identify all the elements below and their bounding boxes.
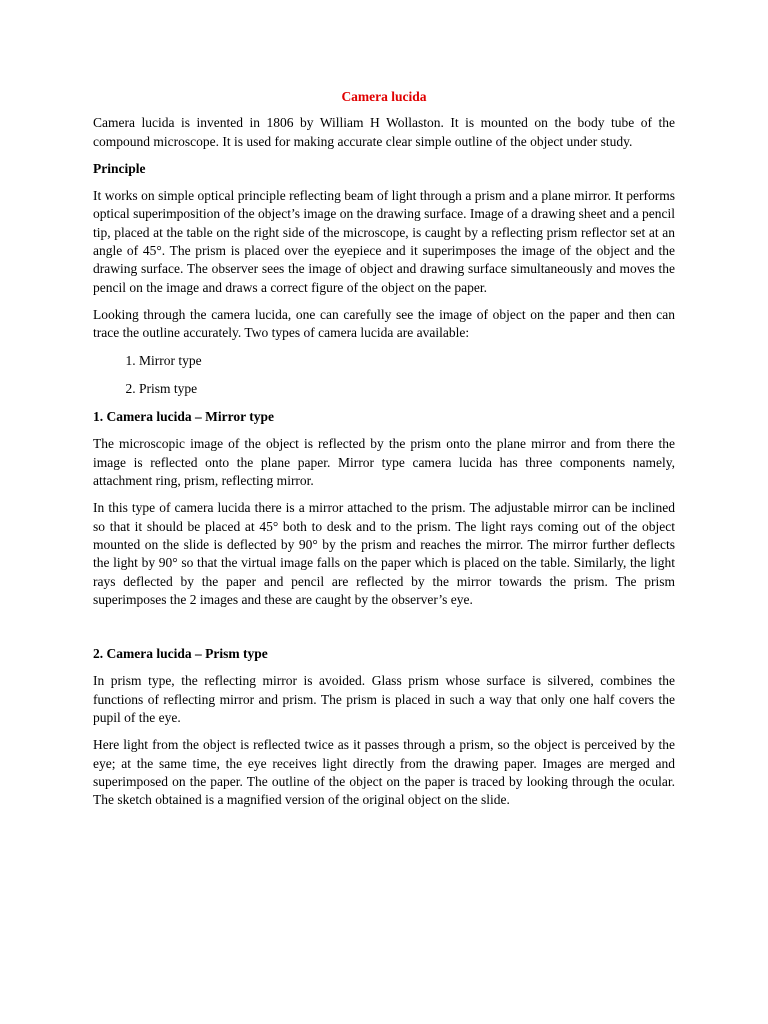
principle-paragraph-2: Looking through the camera lucida, one can carefully see the image of object on the paper and then can trace the outline accurately. Two types of camera lucida are available: <box>93 306 675 341</box>
prism-paragraph-2: Here light from the object is reflected twice as it passes through a prism, so the object is perceived by the eye; at the same time, the eye receives light directly from the drawing paper. Images are merged and superimposed on the paper. The outline of the object on the paper is traced by looking through the ocular. The sketch obtained is a magnified version of the original object on the slide. <box>93 737 675 808</box>
intro-paragraph: Camera lucida is invented in 1806 by William H Wollaston. It is mounted on the body tube of the compound microscope. It is used for making accurate clear simple outline of the object under study. <box>93 115 675 149</box>
types-list <box>93 352 675 399</box>
list-item-mirror-type: 1. Mirror type <box>139 352 675 370</box>
prism-paragraph-1: In prism type, the reflecting mirror is avoided. Glass prism whose surface is silvered, combines the functions of reflecting mirror and prism. The prism is placed in such a way that only one half covers the pupil of the eye. <box>93 673 675 726</box>
principle-paragraph-1: It works on simple optical principle reflecting beam of light through a prism and a plane mirror. It performs optical superimposition of the object’s image on the drawing surface. Image of a drawing sheet and a pencil tip, placed at the table on the right side of the microscope, is caught by a reflecting prism reflector set at an angle of 45°. The prism is placed over the eyepiece and it superimposes the image of the object and the drawing surface. The observer sees the image of object and drawing surface simultaneously and moves the pencil on the image and draws a correct figure of the object on the paper. <box>93 188 675 295</box>
section-spacer <box>93 618 675 645</box>
principle-heading: Principle <box>93 160 146 176</box>
prism-type-heading: 2. Camera lucida – Prism type <box>93 646 268 662</box>
mirror-paragraph-1: The microscopic image of the object is reflected by the prism onto the plane mirror and from there the image is reflected onto the plane paper. Mirror type camera lucida has three components namely, attachment ring, prism, reflecting mirror. <box>93 436 675 489</box>
list-item-prism-type: 2. Prism type <box>139 380 675 398</box>
mirror-type-heading: 1. Camera lucida – Mirror type <box>93 409 274 425</box>
mirror-paragraph-2: In this type of camera lucida there is a mirror attached to the prism. The adjustable mirror can be inclined so that it should be placed at 45° both to desk and to the prism. The light rays coming out of the object mounted on the slide is deflected by 90° by the prism and reaches the mirror. The mirror further deflects the light by 90° so that the virtual image falls on the paper which is placed on the table. Similarly, the light rays deflected by the paper and pencil are reflected by the mirror towards the prism. The prism superimposes the 2 images and these are caught by the observer’s eye. <box>93 500 675 607</box>
document-page <box>93 88 675 819</box>
page-title: Camera lucida <box>341 89 427 104</box>
